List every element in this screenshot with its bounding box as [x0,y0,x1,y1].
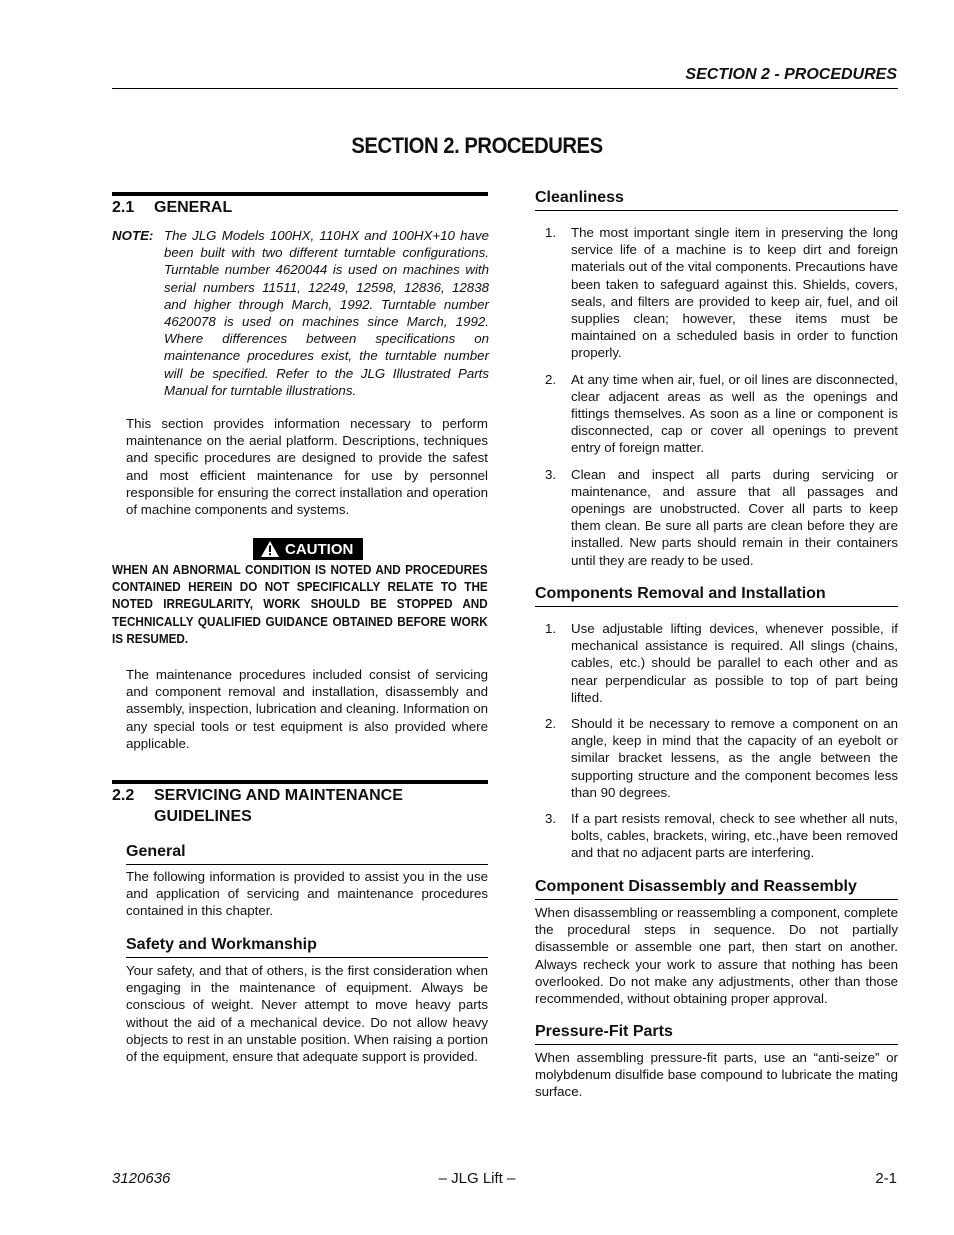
removal-heading: Components Removal and Installation [535,585,826,602]
section-title: GENERAL [154,199,233,216]
running-header: SECTION 2 - PROCEDURES [685,66,897,83]
intro-paragraph: This section provides information necessary to perform maintenance on the aerial platform. Descriptions, techniques and specific procedures are designed to provide the safest and most efficient maintenance for use by personnel responsible for ensuring the correct installation and operation of machine components and systems. [126,416,488,518]
cleanliness-list [535,224,898,569]
list-item: 2. At any time when air, fuel, or oil lines are disconnected, clear adjacent areas as well as the openings and fittings themselves. As soon as a line or component is disconnected, cap or cover all openings to prevent entry of foreign matter. [545,371,898,456]
removal-list [535,620,898,862]
disassembly-heading: Component Disassembly and Reassembly [535,878,857,895]
safety-rule [126,957,488,958]
list-item: 1. Use adjustable lifting devices, whenever possible, if mechanical assistance is required. All slings (chains, cables, etc.) should be parallel to each other and as near perpendicular as possible to top of part being lifted. [545,621,898,705]
list-item: 3. Clean and inspect all parts during servicing or maintenance, and assure that all passages and openings are unobstructed. Cover all parts to keep them clean. Be sure all parts are clean before they are installed. New parts should remain in their containers until they are ready to be used. [545,466,898,568]
note-label: NOTE: [112,228,154,243]
footer-doc-number: 3120636 [112,1170,171,1187]
footer-center: – JLG Lift – [438,1170,516,1187]
section-2-1-rule [112,192,488,196]
pressure-text: When assembling pressure-fit parts, use an “anti-seize” or molybdenum disulfide base compound to lubricate the mating surface. [535,1050,898,1100]
pressure-heading: Pressure-Fit Parts [535,1023,673,1040]
list-item: 2. Should it be necessary to remove a component on an angle, keep in mind that the capacity of an eyebolt or similar bracket lessens, as the angle between the supporting structure and the component becomes less than 90 degrees. [545,716,898,800]
safety-heading: Safety and Workmanship [126,936,317,953]
cleanliness-rule [535,210,898,211]
general-heading: General [126,843,186,860]
list-item: 1. The most important single item in preserving the long service life of a machine is to keep dirt and foreign materials out of the vital components. Precautions have been taken to safeguard against this. Shields, covers, seals, and filters are provided to keep air, fuel, and oil supplies clean; however, these items must be maintained on a scheduled basis in order to function properly. [545,225,898,361]
caution-text: WHEN AN ABNORMAL CONDITION IS NOTED AND PROCEDURES CONTAINED HEREIN DO NOT SPECIFICALLY RELATE TO THE NOTED IRREGULARITY, WORK SHOULD BE STOPPED AND TECHNICALLY QUALIFIED GUIDANCE OBTAINED BEFORE WORK IS RESUMED. [112,563,488,646]
note-text: The JLG Models 100HX, 110HX and 100HX+10 have been built with two different turntable configurations. Turntable number 4620044 is used on machines with serial numbers 11511, 12249, 12598, 12836, 12838 and higher through March, 1992. Turntable number 4620078 is used on machines since March, 1992. Where differences between specifications on maintenance procedures exist, the turntable number will be specified. Refer to the JLG Illustrated Parts Manual for turntable illustrations. [164,228,489,398]
procedures-paragraph: The maintenance procedures included consist of servicing and component removal and installation, disassembly and assembly, inspection, lubrication and cleaning. Information on any special tools or test equipment is also provided where applicable. [126,667,488,751]
cleanliness-heading: Cleanliness [535,189,624,206]
general-rule [126,864,488,865]
disassembly-rule [535,899,898,900]
caution-label: CAUTION [285,540,354,558]
pressure-rule [535,1044,898,1045]
list-item: 3. If a part resists removal, check to see whether all nuts, bolts, cables, brackets, wiring, etc.,have been removed and that no adjacent parts are interfering. [545,811,898,861]
footer-page-number: 2-1 [875,1170,897,1187]
header-rule [112,88,898,89]
disassembly-text: When disassembling or reassembling a component, complete the procedural steps in sequence. Do not partially disassemble or assemble one part, then start on another. Always recheck your work to assure that nothing has been overlooked. Do not make any adjustments, other than those recommended, without obtaining proper approval. [535,905,898,1007]
section-title-line1: SERVICING AND MAINTENANCE [154,787,403,804]
section-number: 2.2 [112,787,135,804]
caution-badge [253,538,363,562]
section-title-line2: GUIDELINES [154,808,252,825]
section-2-1-heading [112,197,232,218]
warning-icon [261,541,279,557]
removal-rule [535,606,898,607]
section-number: 2.1 [112,199,135,216]
note-block [112,227,490,399]
section-2-2-heading [112,785,403,827]
general-text: The following information is provided to assist you in the use and application of servicing and maintenance procedures contained in this chapter. [126,869,488,919]
page-title: SECTION 2. PROCEDURES [351,133,603,158]
section-2-2-rule [112,780,488,784]
safety-text: Your safety, and that of others, is the first consideration when engaging in the maintenance of equipment. Always be conscious of weight. Never attempt to move heavy parts without the aid of a mechanical device. Do not allow heavy objects to rest in an unstable position. When raising a portion of the equipment, ensure that adequate support is provided. [126,963,488,1065]
